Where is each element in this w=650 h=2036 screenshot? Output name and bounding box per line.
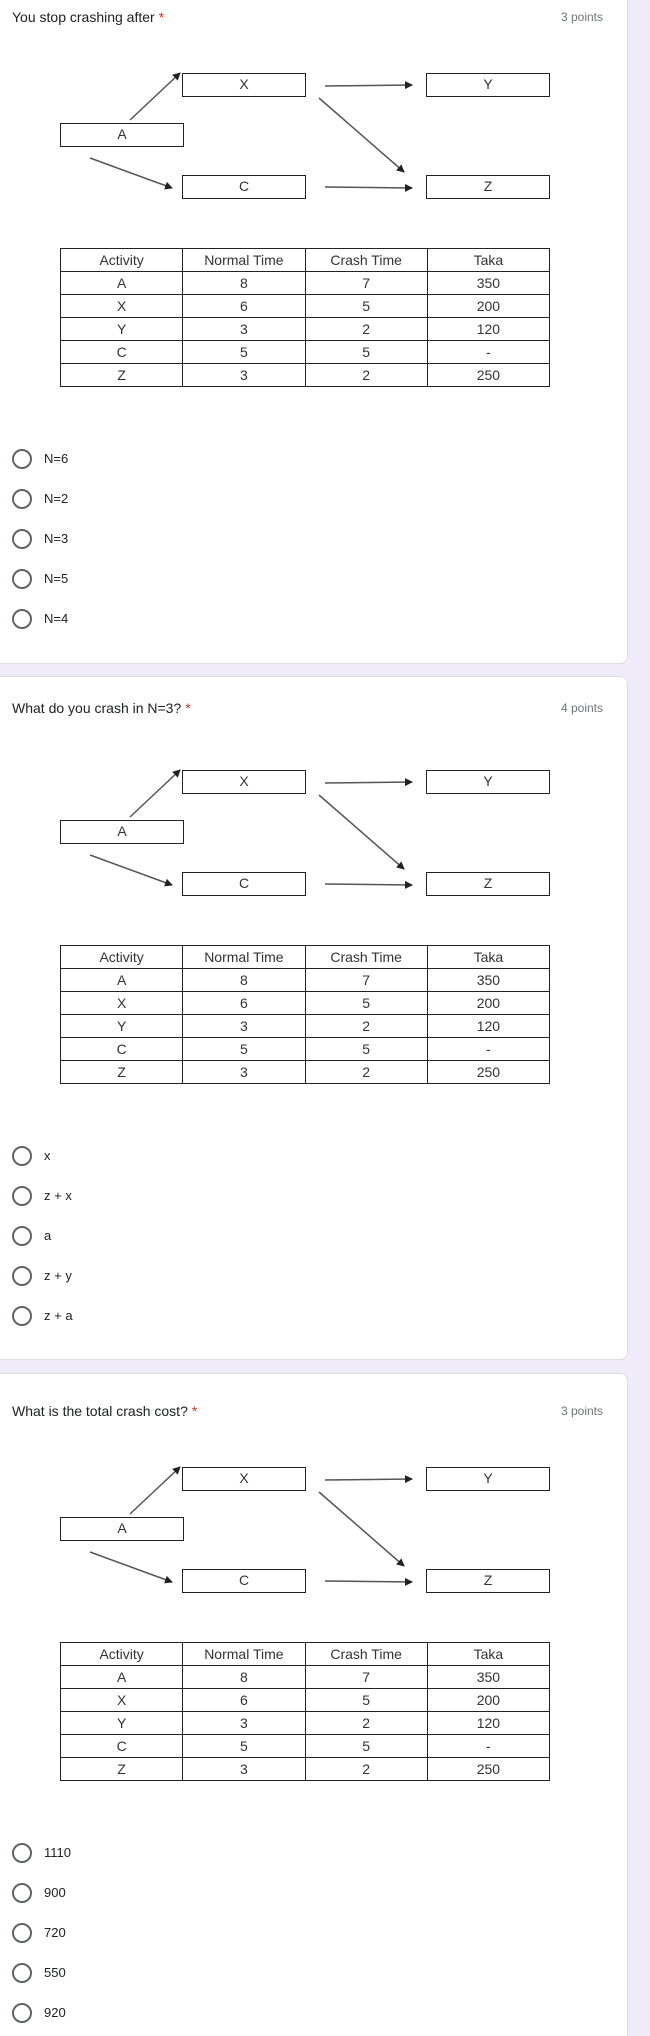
table-row xyxy=(61,1038,550,1061)
option-label: a xyxy=(44,1228,52,1243)
table-cell: 350 xyxy=(427,969,549,992)
table-cell: 2 xyxy=(305,1015,427,1038)
radio-button[interactable] xyxy=(12,1186,32,1206)
table-cell: Y xyxy=(61,1712,183,1735)
table-cell: C xyxy=(61,1735,183,1758)
table-cell: Z xyxy=(61,1061,183,1084)
activity-table xyxy=(60,1642,550,1781)
node-y: Y xyxy=(426,73,550,97)
table-cell: X xyxy=(61,295,183,318)
table-cell: 5 xyxy=(183,341,305,364)
table-row xyxy=(61,295,550,318)
node-z: Z xyxy=(426,1569,550,1593)
table-cell: 3 xyxy=(183,318,305,341)
table-cell: 5 xyxy=(183,1038,305,1061)
table-cell: 200 xyxy=(427,1689,549,1712)
question-figure xyxy=(60,767,550,1117)
node-c: C xyxy=(182,175,306,199)
table-row xyxy=(61,318,550,341)
option-label: z + a xyxy=(44,1308,73,1323)
table-cell: 120 xyxy=(427,318,549,341)
question-figure xyxy=(60,70,550,420)
header-cell: Activity xyxy=(61,1643,183,1666)
table-cell: 8 xyxy=(183,272,305,295)
question-figure xyxy=(60,1464,550,1814)
table-row xyxy=(61,341,550,364)
header-cell: Crash Time xyxy=(305,946,427,969)
table-cell: 5 xyxy=(305,992,427,1015)
table-row xyxy=(61,1689,550,1712)
table-cell: 5 xyxy=(183,1735,305,1758)
table-cell: 2 xyxy=(305,1758,427,1781)
table-cell: 120 xyxy=(427,1015,549,1038)
option-label: z + y xyxy=(44,1268,72,1283)
header-cell: Normal Time xyxy=(183,946,305,969)
radio-button[interactable] xyxy=(12,1963,32,1983)
table-row xyxy=(61,1758,550,1781)
question-card-1 xyxy=(0,0,628,664)
table-cell: Z xyxy=(61,364,183,387)
table-cell: A xyxy=(61,272,183,295)
table-row xyxy=(61,1666,550,1689)
option-n6[interactable] xyxy=(12,447,312,471)
radio-button[interactable] xyxy=(12,569,32,589)
question-card-3 xyxy=(0,1373,628,2036)
option-900[interactable] xyxy=(12,1881,312,1905)
table-cell: 2 xyxy=(305,364,427,387)
table-cell: 3 xyxy=(183,1015,305,1038)
header-cell: Activity xyxy=(61,946,183,969)
header-cell: Crash Time xyxy=(305,249,427,272)
option-label: N=3 xyxy=(44,531,69,546)
table-cell: 8 xyxy=(183,969,305,992)
node-z: Z xyxy=(426,872,550,896)
table-cell: 5 xyxy=(305,295,427,318)
option-1110[interactable] xyxy=(12,1841,312,1865)
question-points: 3 points xyxy=(560,10,603,24)
option-label: N=6 xyxy=(44,451,69,466)
option-label: 720 xyxy=(44,1925,66,1940)
question-header xyxy=(12,8,603,26)
table-cell: 3 xyxy=(183,364,305,387)
table-header-row xyxy=(61,946,550,969)
table-cell: Y xyxy=(61,318,183,341)
activity-table xyxy=(60,945,550,1084)
radio-button[interactable] xyxy=(12,1226,32,1246)
table-cell: 5 xyxy=(305,341,427,364)
radio-button[interactable] xyxy=(12,529,32,549)
radio-button[interactable] xyxy=(12,2003,32,2023)
table-cell: 8 xyxy=(183,1666,305,1689)
table-cell: Y xyxy=(61,1015,183,1038)
table-row xyxy=(61,1712,550,1735)
table-cell: 350 xyxy=(427,1666,549,1689)
table-cell: 200 xyxy=(427,992,549,1015)
table-cell: 6 xyxy=(183,1689,305,1712)
option-label: z + x xyxy=(44,1188,72,1203)
node-z: Z xyxy=(426,175,550,199)
header-cell: Taka xyxy=(427,249,549,272)
table-cell: Z xyxy=(61,1758,183,1781)
table-cell: 2 xyxy=(305,1061,427,1084)
required-asterisk: * xyxy=(191,1403,198,1419)
option-z-plus-a[interactable] xyxy=(12,1304,312,1328)
question-header xyxy=(12,1402,603,1420)
table-row xyxy=(61,272,550,295)
table-row xyxy=(61,992,550,1015)
question-title: What do you crash in N=3? * xyxy=(12,700,191,716)
header-cell: Taka xyxy=(427,946,549,969)
question-title: What is the total crash cost? * xyxy=(12,1403,198,1419)
radio-button[interactable] xyxy=(12,1883,32,1903)
table-cell: 7 xyxy=(305,272,427,295)
question-points: 4 points xyxy=(560,701,603,715)
node-x: X xyxy=(182,1467,306,1491)
table-cell: 5 xyxy=(305,1735,427,1758)
table-cell: 350 xyxy=(427,272,549,295)
option-720[interactable] xyxy=(12,1921,312,1945)
radio-button[interactable] xyxy=(12,1266,32,1286)
table-cell: A xyxy=(61,1666,183,1689)
option-label: 550 xyxy=(44,1965,66,1980)
header-cell: Crash Time xyxy=(305,1643,427,1666)
node-c: C xyxy=(182,1569,306,1593)
table-cell: C xyxy=(61,341,183,364)
option-x[interactable] xyxy=(12,1144,312,1168)
table-cell: 5 xyxy=(305,1689,427,1712)
table-cell: 7 xyxy=(305,1666,427,1689)
node-x: X xyxy=(182,73,306,97)
table-cell: 200 xyxy=(427,295,549,318)
table-cell: 250 xyxy=(427,364,549,387)
table-header-row xyxy=(61,1643,550,1666)
header-cell: Activity xyxy=(61,249,183,272)
option-n4[interactable] xyxy=(12,607,312,631)
table-cell: X xyxy=(61,1689,183,1712)
question-points: 3 points xyxy=(560,1404,603,1418)
node-c: C xyxy=(182,872,306,896)
option-label: 1110 xyxy=(44,1845,71,1860)
header-cell: Taka xyxy=(427,1643,549,1666)
table-cell: C xyxy=(61,1038,183,1061)
question-header xyxy=(12,699,603,717)
table-cell: 120 xyxy=(427,1712,549,1735)
radio-button[interactable] xyxy=(12,449,32,469)
option-n2[interactable] xyxy=(12,487,312,511)
table-cell: A xyxy=(61,969,183,992)
option-a[interactable] xyxy=(12,1224,312,1248)
table-cell: - xyxy=(427,1735,549,1758)
radio-button[interactable] xyxy=(12,1146,32,1166)
node-a: A xyxy=(60,123,184,147)
node-a: A xyxy=(60,820,184,844)
table-cell: 3 xyxy=(183,1712,305,1735)
node-a: A xyxy=(60,1517,184,1541)
question-title: You stop crashing after * xyxy=(12,9,165,25)
radio-button[interactable] xyxy=(12,609,32,629)
table-row xyxy=(61,1735,550,1758)
option-z-plus-x[interactable] xyxy=(12,1184,312,1208)
table-row xyxy=(61,1015,550,1038)
activity-table xyxy=(60,248,550,387)
table-cell: - xyxy=(427,341,549,364)
option-label: x xyxy=(44,1148,51,1163)
header-cell: Normal Time xyxy=(183,249,305,272)
option-n3[interactable] xyxy=(12,527,312,551)
table-cell: 250 xyxy=(427,1061,549,1084)
node-x: X xyxy=(182,770,306,794)
option-label: N=4 xyxy=(44,611,69,626)
table-cell: 6 xyxy=(183,295,305,318)
option-label: N=2 xyxy=(44,491,69,506)
node-y: Y xyxy=(426,1467,550,1491)
question-card-2 xyxy=(0,676,628,1360)
radio-button[interactable] xyxy=(12,489,32,509)
option-label: 900 xyxy=(44,1885,66,1900)
option-550[interactable] xyxy=(12,1961,312,1985)
table-cell: - xyxy=(427,1038,549,1061)
option-n5[interactable] xyxy=(12,567,312,591)
table-row xyxy=(61,364,550,387)
table-cell: 3 xyxy=(183,1758,305,1781)
table-cell: 2 xyxy=(305,1712,427,1735)
table-cell: 250 xyxy=(427,1758,549,1781)
table-row xyxy=(61,969,550,992)
radio-button[interactable] xyxy=(12,1923,32,1943)
table-cell: 7 xyxy=(305,969,427,992)
table-cell: X xyxy=(61,992,183,1015)
option-label: N=5 xyxy=(44,571,69,586)
required-asterisk: * xyxy=(158,9,165,25)
required-asterisk: * xyxy=(185,700,191,716)
node-y: Y xyxy=(426,770,550,794)
table-cell: 3 xyxy=(183,1061,305,1084)
option-z-plus-y[interactable] xyxy=(12,1264,312,1288)
table-cell: 5 xyxy=(305,1038,427,1061)
table-cell: 2 xyxy=(305,318,427,341)
table-cell: 6 xyxy=(183,992,305,1015)
option-label: 920 xyxy=(44,2005,66,2020)
table-header-row xyxy=(61,249,550,272)
radio-button[interactable] xyxy=(12,1306,32,1326)
radio-button[interactable] xyxy=(12,1843,32,1863)
header-cell: Normal Time xyxy=(183,1643,305,1666)
table-row xyxy=(61,1061,550,1084)
option-920[interactable] xyxy=(12,2001,312,2025)
